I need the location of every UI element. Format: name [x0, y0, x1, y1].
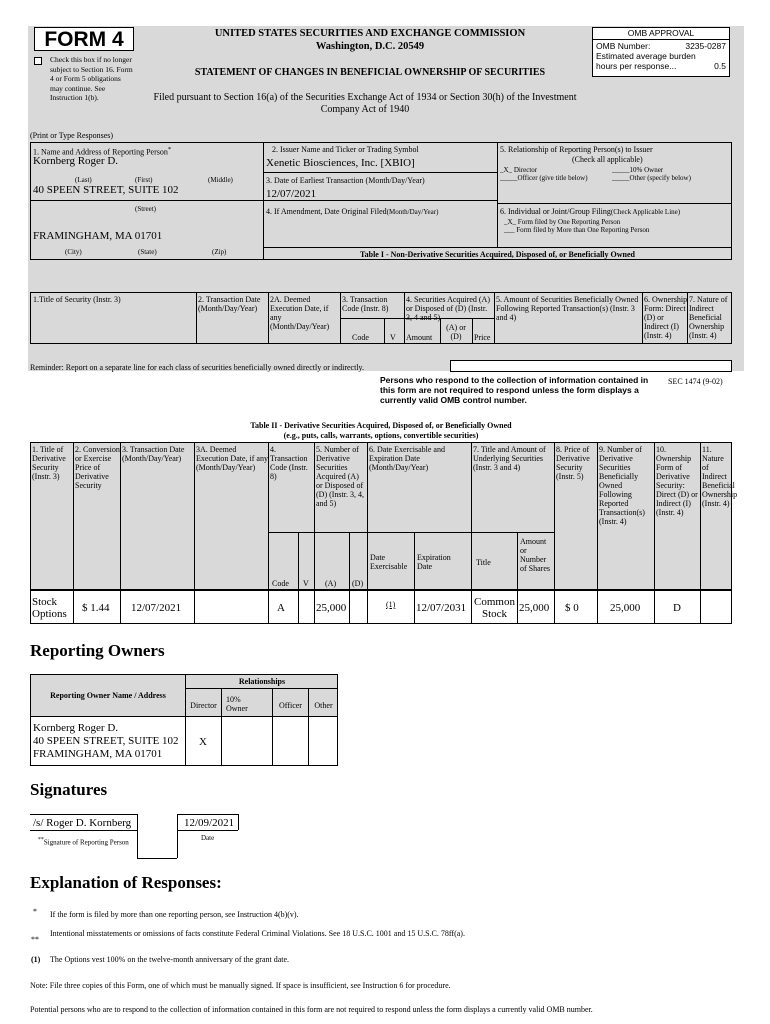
- officer-checkbox[interactable]: _____Officer (give title below): [500, 174, 588, 182]
- omb-approval-box: [592, 27, 730, 77]
- table1-title: Table I - Non-Derivative Securities Acquired, Disposed of, or Beneficially Owned: [360, 250, 635, 259]
- check-box-text: Check this box if no longer subject to Section 16. Form 4 or Form 5 obligations may continue. See Instruction 1(b).: [50, 55, 133, 102]
- street-label: (Street): [135, 205, 156, 213]
- omb-title: OMB APPROVAL: [593, 28, 729, 40]
- other-checkbox[interactable]: _____Other (specify below): [612, 174, 691, 182]
- t2-row-security: Stock Options: [32, 596, 67, 620]
- t1-col-deemed: 2A. Deemed Execution Date, if any (Month/Day/Year): [270, 295, 330, 331]
- t1-col-amount-owned: 5. Amount of Securities Beneficially Owned Following Reported Transaction(s) (Instr. 3 and 4): [496, 295, 639, 322]
- t2-sub-a: (A): [325, 579, 337, 588]
- t2-col-price: 8. Price of Derivative Security (Instr. 5): [556, 445, 590, 481]
- owner-city: FRAMINGHAM, MA 01701: [33, 748, 163, 760]
- t1-col-ownership: 6. Ownership Form: Direct (D) or Indirect (I) (Instr. 4): [644, 295, 688, 340]
- omb-hours: 0.5: [714, 61, 726, 71]
- owner-street: 40 SPEEN STREET, SUITE 102: [33, 735, 179, 747]
- t2-col-exercisable: 6. Date Exercisable and Expiration Date (Month/Day/Year): [369, 445, 445, 472]
- owner-name: Kornberg Roger D.: [33, 722, 119, 734]
- middle-label: (Middle): [208, 176, 233, 184]
- file-copies-note: Note: File three copies of this Form, one of which must be manually signed. If space is insufficient, see Instruction 6 for procedure.: [30, 981, 451, 990]
- t2-col-conversion: 2. Conversion or Exercise Price of Derivative Security: [75, 445, 120, 490]
- t1-col-acquired: 4. Securities Acquired (A) or Disposed of (D) (Instr. 3, 4 and 5): [406, 295, 490, 322]
- owners-col-ten: 10% Owner: [226, 695, 248, 713]
- box2-label: 2. Issuer Name and Ticker or Trading Symbol: [272, 145, 419, 154]
- t2-sub-amount: Amount or Number of Shares: [520, 537, 550, 573]
- t2-sub-code: Code: [272, 579, 289, 588]
- t2-row-underlying-title: Common Stock: [474, 596, 515, 620]
- t2-row-footnote-link[interactable]: (1): [386, 600, 396, 609]
- t2-row-owned: 25,000: [610, 602, 641, 614]
- t1-col-nature: 7. Nature of Indirect Beneficial Ownership (Instr. 4): [689, 295, 728, 340]
- note1: If the form is filed by more than one reporting person, see Instruction 4(b)(v).: [50, 910, 299, 919]
- first-label: (First): [135, 176, 153, 184]
- owners-col-officer: Officer: [279, 701, 302, 710]
- filed-pursuant: Filed pursuant to Section 16(a) of the Securities Exchange Act of 1934 or Section 30(h) of the Investment Company Act of 1940: [153, 92, 577, 115]
- t2-sub-v: V: [303, 579, 309, 588]
- t1-sub-amount: Amount: [406, 333, 433, 342]
- filed-by-one-option[interactable]: _X_ Form filed by One Reporting Person: [504, 218, 621, 226]
- no-longer-subject-checkbox[interactable]: [34, 57, 42, 65]
- signer-name: /s/ Roger D. Kornberg: [33, 817, 132, 829]
- t2-col-underlying: 7. Title and Amount of Underlying Securities (Instr. 3 and 4): [473, 445, 546, 472]
- table2-subtitle: (e.g., puts, calls, warrants, options, convertible securities): [283, 431, 479, 440]
- owners-relationships: Relationships: [238, 677, 286, 686]
- state-label: (State): [138, 248, 157, 256]
- owners-col-other: Other: [314, 701, 333, 710]
- t2-sub-exp: Expiration Date: [417, 553, 451, 571]
- box5-sub: (Check all applicable): [572, 155, 643, 164]
- box5-label: 5. Relationship of Reporting Person(s) to Issuer: [500, 145, 653, 154]
- city-label: (City): [65, 248, 82, 256]
- agency-city: Washington, D.C. 20549: [315, 41, 425, 52]
- t1-sub-code: Code: [352, 333, 369, 342]
- owners-col-director: Director: [190, 701, 217, 710]
- earliest-transaction-date: 12/07/2021: [266, 188, 317, 200]
- signature-label: **Signature of Reporting Person: [38, 837, 129, 847]
- t2-col-date: 3. Transaction Date (Month/Day/Year): [122, 445, 185, 463]
- t1-col-date: 2. Transaction Date (Month/Day/Year): [198, 295, 261, 313]
- t2-row-form: D: [673, 602, 681, 614]
- sec-code: SEC 1474 (9-02): [668, 377, 723, 386]
- note2: Intentional misstatements or omissions of facts constitute Federal Criminal Violations. See 18 U.S.C. 1001 and 15 U.S.C. 78ff(a).: [50, 929, 465, 938]
- t1-sub-v: V: [390, 333, 396, 342]
- explanation-heading: Explanation of Responses:: [30, 873, 222, 892]
- t2-row-acquired: 25,000: [316, 602, 347, 614]
- t2-col-owned: 9. Number of Derivative Securities Beneficially Owned Following Reported Transaction(s) (Instr. 4): [599, 445, 645, 526]
- omb-hours-label: hours per response...: [596, 61, 677, 71]
- t2-col-form: 10. Ownership Form of Derivative Security: Direct (D) or Indirect (I) (Instr. 4): [656, 445, 698, 517]
- filed-by-more-option[interactable]: ___ Form filed by More than One Reporting Person: [504, 226, 650, 234]
- note3-mark: (1): [31, 955, 41, 964]
- last-label: (Last): [75, 176, 92, 184]
- t2-col-title: 1. Title of Derivative Security (Instr. 3): [32, 445, 66, 481]
- note2-mark: **: [31, 935, 39, 944]
- t1-sub-aord: (A) or (D): [446, 323, 466, 341]
- box1-label: 1. Name and Address of Reporting Person*: [33, 146, 172, 157]
- t2-col-number: 5. Number of Derivative Securities Acquired (A) or Disposed of (D) (Instr. 3, 4, and 5): [316, 445, 364, 508]
- t2-row-expiration: 12/07/2031: [416, 602, 467, 614]
- omb-burden-label: Estimated average burden: [596, 51, 696, 61]
- owners-col-name: Reporting Owner Name / Address: [50, 691, 166, 700]
- t2-sub-date-ex: Date Exercisable: [370, 553, 408, 571]
- t2-col-deemed: 3A. Deemed Execution Date, if any (Month/Day/Year): [196, 445, 268, 472]
- note1-mark: *: [33, 907, 37, 916]
- t1-col-code: 3. Transaction Code (Instr. 8): [342, 295, 389, 313]
- street-value: 40 SPEEN STREET, SUITE 102: [33, 184, 179, 196]
- reporting-owners-heading: Reporting Owners: [30, 641, 165, 660]
- box3-label: 3. Date of Earliest Transaction (Month/Day/Year): [266, 176, 425, 185]
- t2-col-code: 4. Transaction Code (Instr. 8): [270, 445, 308, 481]
- t2-sub-title: Title: [476, 558, 491, 567]
- t1-col-title: 1.Title of Security (Instr. 3): [33, 295, 121, 304]
- omb-number: 3235-0287: [685, 41, 726, 51]
- t2-sub-d: (D): [352, 579, 364, 588]
- form-title: FORM 4: [34, 27, 134, 51]
- omb-number-label: OMB Number:: [596, 41, 651, 51]
- director-checkbox[interactable]: _X_ Director: [500, 166, 538, 174]
- reminder-box: [450, 360, 732, 372]
- reminder-text: Reminder: Report on a separate line for each class of securities beneficially owned directly or indirectly.: [30, 363, 365, 372]
- signatures-heading: Signatures: [30, 780, 108, 799]
- agency-name: UNITED STATES SECURITIES AND EXCHANGE COMMISSION: [214, 28, 526, 39]
- note3: The Options vest 100% on the twelve-month anniversary of the grant date.: [50, 955, 290, 964]
- issuer-name: Xenetic Biosciences, Inc. [XBIO]: [266, 157, 415, 169]
- box6-label: 6. Individual or Joint/Group Filing(Check Applicable Line): [500, 207, 681, 216]
- box4-label: 4. If Amendment, Date Original Filed(Month/Day/Year): [266, 207, 439, 216]
- zip-label: (Zip): [212, 248, 227, 256]
- persons-notice: Persons who respond to the collection of information contained in this form are not required to respond unless the form displays a currently valid OMB control number.: [380, 375, 649, 405]
- owner-director-mark: X: [199, 736, 207, 748]
- reporting-person-name: Kornberg Roger D.: [33, 155, 119, 167]
- statement-title: STATEMENT OF CHANGES IN BENEFICIAL OWNERSHIP OF SECURITIES: [194, 67, 546, 78]
- date-label: Date: [201, 834, 215, 842]
- t2-row-code: A: [277, 602, 285, 614]
- city-value: FRAMINGHAM, MA 01701: [33, 230, 163, 242]
- ten-percent-owner-checkbox[interactable]: _____10% Owner: [612, 166, 664, 174]
- t1-sub-price: Price: [474, 333, 491, 342]
- potential-persons-note: Potential persons who are to respond to the collection of information contained in this form are not required to respond unless the form displays a currently valid OMB number.: [30, 1005, 593, 1014]
- print-type-note: (Print or Type Responses): [30, 131, 114, 140]
- t2-row-underlying-amount: 25,000: [519, 602, 550, 614]
- t2-row-deriv-price: $ 0: [565, 602, 579, 614]
- t2-row-date: 12/07/2021: [131, 602, 182, 614]
- t2-col-nature: 11. Nature of Indirect Beneficial Ownership (Instr. 4): [702, 445, 738, 508]
- t2-row-price: $ 1.44: [82, 602, 110, 614]
- signature-date: 12/09/2021: [184, 817, 235, 829]
- table2-title: Table II - Derivative Securities Acquired, Disposed of, or Beneficially Owned: [250, 421, 512, 430]
